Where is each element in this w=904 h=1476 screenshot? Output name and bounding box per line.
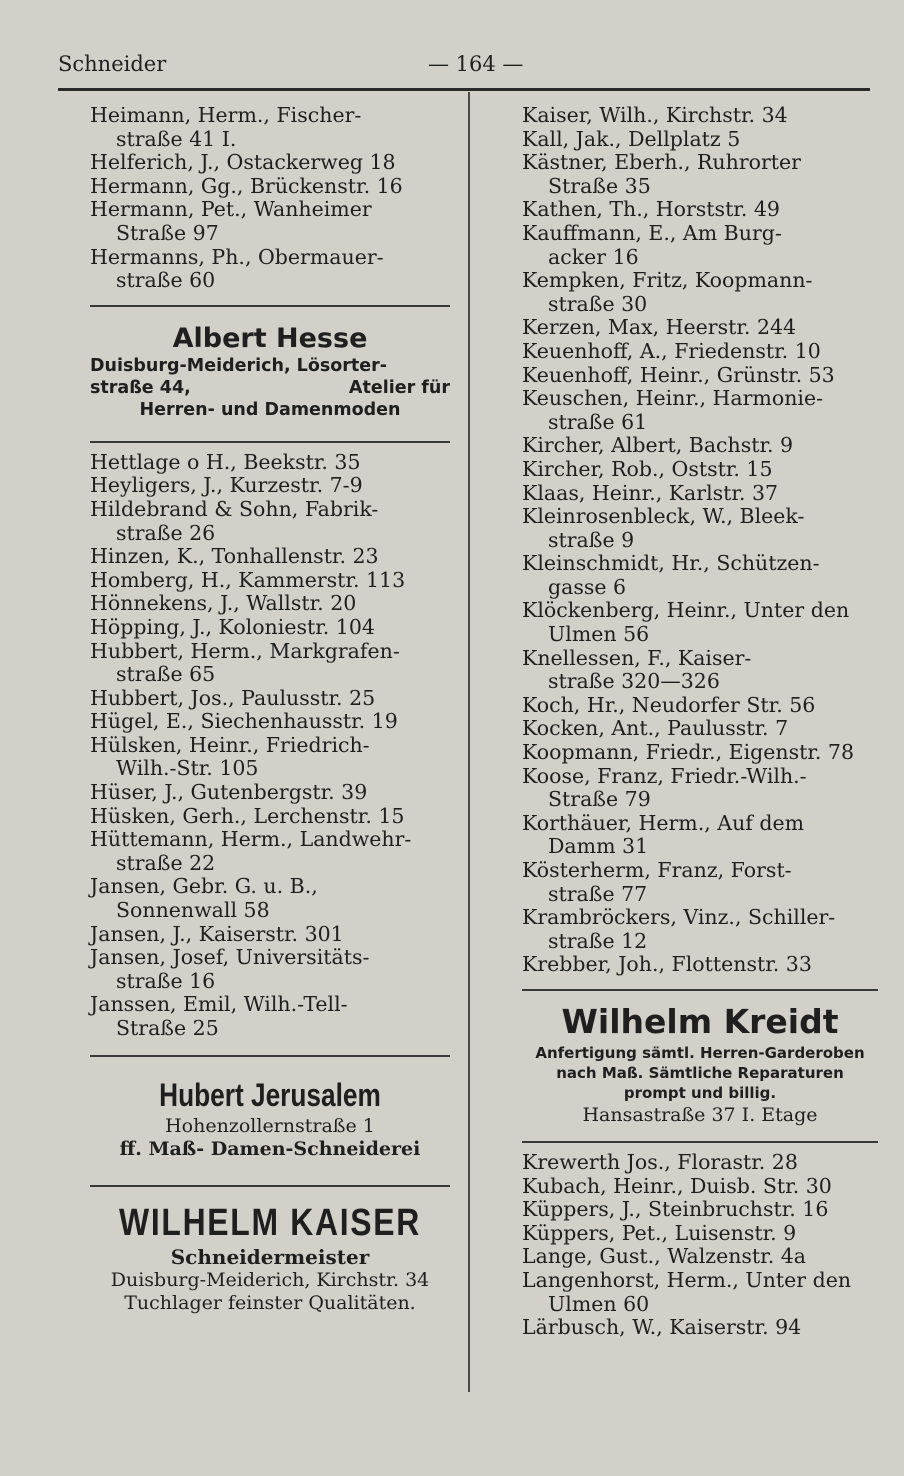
ad-kaiser-name: WILHELM KAISER bbox=[119, 1201, 421, 1244]
entry-line: Kleinschmidt, Hr., Schützen- bbox=[522, 551, 820, 576]
directory-entry bbox=[522, 552, 878, 599]
ad-hesse-line3: Herren- und Damenmoden bbox=[139, 399, 401, 420]
directory-entry bbox=[522, 364, 878, 388]
directory-entry bbox=[522, 387, 878, 434]
directory-entry bbox=[522, 222, 878, 269]
directory-entry bbox=[522, 269, 878, 316]
entry-list-right-b bbox=[522, 1151, 878, 1340]
entry-line: Keuenhoff, A., Friedenstr. 10 bbox=[522, 338, 821, 363]
entry-continuation: straße 12 bbox=[548, 928, 648, 953]
entry-line: Kauffmann, E., Am Burg- bbox=[522, 220, 782, 245]
entry-line: Lange, Gust., Walzenstr. 4a bbox=[522, 1244, 807, 1269]
entry-line: Kleinrosenbleck, W., Bleek- bbox=[522, 504, 805, 529]
directory-entry bbox=[522, 812, 878, 859]
entry-line: Küppers, J., Steinbruchstr. 16 bbox=[522, 1197, 829, 1222]
entry-continuation: Straße 25 bbox=[116, 1016, 219, 1040]
entry-line: Koch, Hr., Neudorfer Str. 56 bbox=[522, 692, 816, 717]
directory-entry bbox=[522, 859, 878, 906]
entry-line: Hildebrand & Sohn, Fabrik- bbox=[90, 496, 379, 521]
entry-continuation: straße 61 bbox=[548, 409, 648, 434]
column-divider bbox=[468, 92, 470, 1392]
entry-list-left-b bbox=[90, 451, 450, 1041]
ad-hesse-name: Albert Hesse bbox=[172, 322, 368, 354]
ad-hubert-jerusalem bbox=[90, 1057, 450, 1179]
entry-list-left-a bbox=[90, 104, 450, 293]
directory-entry bbox=[90, 734, 450, 781]
directory-entry bbox=[522, 599, 878, 646]
entry-continuation: acker 16 bbox=[548, 244, 639, 269]
entry-line: Kerzen, Max, Heerstr. 244 bbox=[522, 315, 797, 340]
ad-kreidt-name: Wilhelm Kreidt bbox=[561, 1001, 839, 1041]
directory-entry bbox=[90, 875, 450, 922]
ad-kaiser-line3: Tuchlager feinster Qualitäten. bbox=[124, 1291, 416, 1314]
entry-line: Kempken, Fritz, Koopmann- bbox=[522, 268, 813, 293]
directory-entry bbox=[90, 474, 450, 498]
entry-continuation: Straße 79 bbox=[548, 787, 651, 812]
entry-line: Homberg, H., Kammerstr. 113 bbox=[90, 567, 406, 592]
directory-entry bbox=[90, 104, 450, 151]
entry-line: Kubach, Heinr., Duisb. Str. 30 bbox=[522, 1173, 832, 1198]
entry-continuation: gasse 6 bbox=[548, 574, 627, 599]
directory-entry bbox=[522, 1151, 878, 1175]
entry-line: Kocken, Ant., Paulusstr. 7 bbox=[522, 716, 789, 741]
directory-entry bbox=[522, 765, 878, 812]
directory-entry bbox=[522, 316, 878, 340]
directory-entry bbox=[522, 1175, 878, 1199]
entry-list-right-a bbox=[522, 104, 878, 977]
entry-line: Kircher, Rob., Oststr. 15 bbox=[522, 456, 773, 481]
ad-kreidt-line2: nach Maß. Sämtliche Reparaturen bbox=[556, 1063, 844, 1082]
entry-continuation: straße 26 bbox=[116, 520, 216, 545]
directory-entry bbox=[522, 340, 878, 364]
entry-continuation: straße 16 bbox=[116, 968, 216, 993]
entry-continuation: straße 30 bbox=[548, 291, 648, 316]
entry-line: Kösterherm, Franz, Forst- bbox=[522, 858, 792, 882]
entry-line: Hubbert, Herm., Markgrafen- bbox=[90, 638, 400, 663]
entry-continuation: straße 77 bbox=[548, 881, 648, 906]
directory-entry bbox=[522, 953, 878, 977]
directory-entry bbox=[522, 1222, 878, 1246]
directory-entry bbox=[522, 434, 878, 458]
entry-line: Korthäuer, Herm., Auf dem bbox=[522, 810, 805, 835]
entry-line: Hermann, Gg., Brückenstr. 16 bbox=[90, 173, 403, 198]
entry-line: Hülsken, Heinr., Friedrich- bbox=[90, 732, 370, 757]
ad-kreidt-line4: Hansastraße 37 I. Etage bbox=[582, 1103, 818, 1126]
directory-entry bbox=[522, 458, 878, 482]
entry-continuation: straße 22 bbox=[116, 850, 216, 875]
entry-line: Krebber, Joh., Flottenstr. 33 bbox=[522, 952, 812, 977]
directory-entry bbox=[90, 993, 450, 1040]
ad-jerusalem-name: Hubert Jerusalem bbox=[159, 1076, 381, 1113]
page-number: — 164 — bbox=[428, 52, 524, 76]
entry-line: Heimann, Herm., Fischer- bbox=[90, 103, 362, 127]
directory-entry bbox=[522, 694, 878, 718]
directory-entry bbox=[90, 616, 450, 640]
directory-entry bbox=[90, 498, 450, 545]
ad-albert-hesse bbox=[90, 307, 450, 441]
entry-line: Kircher, Albert, Bachstr. 9 bbox=[522, 433, 794, 458]
ad-jerusalem-line1: Hohenzollernstraße 1 bbox=[165, 1114, 375, 1137]
directory-entry bbox=[90, 828, 450, 875]
directory-entry bbox=[90, 175, 450, 199]
directory-entry bbox=[90, 545, 450, 569]
entry-continuation: Damm 31 bbox=[548, 834, 649, 859]
entry-line: Kaiser, Wilh., Kirchstr. 34 bbox=[522, 103, 788, 127]
directory-entry bbox=[522, 906, 878, 953]
ad-kreidt-line1: Anfertigung sämtl. Herren-Garderoben bbox=[535, 1043, 865, 1062]
directory-entry bbox=[90, 710, 450, 734]
entry-line: Hügel, E., Siechenhausstr. 19 bbox=[90, 709, 398, 734]
entry-line: Langenhorst, Herm., Unter den bbox=[522, 1267, 852, 1292]
entry-continuation: Ulmen 60 bbox=[548, 1291, 650, 1316]
directory-entry bbox=[90, 592, 450, 616]
directory-entry bbox=[522, 1245, 878, 1269]
ad-wilhelm-kreidt bbox=[522, 991, 878, 1141]
entry-continuation: straße 60 bbox=[116, 268, 216, 293]
directory-entry bbox=[522, 505, 878, 552]
entry-line: Hönnekens, J., Wallstr. 20 bbox=[90, 591, 357, 616]
directory-entry bbox=[90, 151, 450, 175]
directory-entry bbox=[522, 717, 878, 741]
left-column bbox=[90, 104, 450, 1315]
entry-line: Hettlage o H., Beekstr. 35 bbox=[90, 449, 361, 474]
entry-line: Krambröckers, Vinz., Schiller- bbox=[522, 905, 836, 930]
divider-rule bbox=[522, 1141, 878, 1143]
ad-hesse-line2 bbox=[90, 377, 450, 399]
entry-line: Knellessen, F., Kaiser- bbox=[522, 645, 752, 670]
directory-entry bbox=[90, 246, 450, 293]
header-name: Schneider bbox=[58, 52, 167, 76]
entry-continuation: straße 65 bbox=[116, 662, 216, 687]
entry-line: Janssen, Emil, Wilh.-Tell- bbox=[90, 992, 348, 1017]
directory-entry bbox=[90, 569, 450, 593]
entry-line: Küppers, Pet., Luisenstr. 9 bbox=[522, 1220, 797, 1245]
directory-entry bbox=[522, 151, 878, 198]
directory-entry bbox=[522, 1198, 878, 1222]
entry-continuation: straße 320—326 bbox=[548, 669, 720, 694]
directory-entry bbox=[90, 451, 450, 475]
directory-entry bbox=[522, 741, 878, 765]
ad-kaiser-line2: Duisburg-Meiderich, Kirchstr. 34 bbox=[110, 1268, 430, 1291]
ad-wilhelm-kaiser bbox=[90, 1187, 450, 1315]
entry-line: Kästner, Eberh., Ruhrorter bbox=[522, 150, 801, 175]
directory-entry bbox=[90, 687, 450, 711]
directory-entry bbox=[522, 647, 878, 694]
entry-line: Höpping, J., Koloniestr. 104 bbox=[90, 614, 375, 639]
entry-continuation: Straße 35 bbox=[548, 173, 651, 198]
entry-line: Klaas, Heinr., Karlstr. 37 bbox=[522, 480, 779, 505]
entry-continuation: Ulmen 56 bbox=[548, 622, 650, 647]
entry-line: Heyligers, J., Kurzestr. 7-9 bbox=[90, 473, 363, 498]
entry-line: Jansen, Gebr. G. u. B., bbox=[90, 874, 318, 899]
entry-line: Hinzen, K., Tonhallenstr. 23 bbox=[90, 544, 379, 569]
directory-entry bbox=[90, 198, 450, 245]
entry-line: Koopmann, Friedr., Eigenstr. 78 bbox=[522, 740, 855, 765]
entry-line: Klöckenberg, Heinr., Unter den bbox=[522, 598, 850, 623]
directory-entry bbox=[90, 946, 450, 993]
directory-entry bbox=[90, 805, 450, 829]
right-column bbox=[522, 104, 878, 1340]
directory-entry bbox=[522, 128, 878, 152]
entry-line: Kathen, Th., Horststr. 49 bbox=[522, 197, 780, 222]
directory-entry bbox=[90, 781, 450, 805]
directory-entry bbox=[522, 104, 878, 128]
entry-line: Hüsken, Gerh., Lerchenstr. 15 bbox=[90, 803, 405, 828]
ad-hesse-line1: Duisburg-Meiderich, Lösorter- bbox=[90, 355, 388, 376]
entry-line: Hubbert, Jos., Paulusstr. 25 bbox=[90, 685, 376, 710]
entry-line: Hermanns, Ph., Obermauer- bbox=[90, 244, 384, 269]
page-header bbox=[58, 50, 868, 84]
directory-entry bbox=[522, 1316, 878, 1340]
directory-entry bbox=[90, 640, 450, 687]
entry-line: Jansen, J., Kaiserstr. 301 bbox=[90, 921, 344, 946]
ad-hesse-line2a: straße 44, bbox=[90, 377, 191, 398]
entry-line: Hüser, J., Gutenbergstr. 39 bbox=[90, 780, 368, 805]
ad-hesse-line2b: Atelier für bbox=[348, 377, 450, 398]
entry-continuation: Sonnenwall 58 bbox=[116, 898, 270, 923]
entry-line: Hüttemann, Herm., Landwehr- bbox=[90, 827, 412, 852]
entry-line: Helferich, J., Ostackerweg 18 bbox=[90, 150, 396, 175]
entry-line: Lärbusch, W., Kaiserstr. 94 bbox=[522, 1315, 802, 1340]
entry-line: Keuenhoff, Heinr., Grünstr. 53 bbox=[522, 362, 835, 387]
divider-rule bbox=[90, 441, 450, 443]
directory-entry bbox=[522, 198, 878, 222]
entry-line: Keuschen, Heinr., Harmonie- bbox=[522, 386, 824, 411]
entry-continuation: straße 9 bbox=[548, 527, 635, 552]
entry-line: Hermann, Pet., Wanheimer bbox=[90, 197, 372, 222]
header-rule bbox=[58, 88, 870, 91]
entry-continuation: Wilh.-Str. 105 bbox=[116, 756, 259, 781]
entry-line: Koose, Franz, Friedr.-Wilh.- bbox=[522, 763, 807, 788]
ad-jerusalem-line2: ff. Maß- Damen-Schneiderei bbox=[119, 1137, 421, 1160]
directory-entry bbox=[90, 923, 450, 947]
entry-line: Jansen, Josef, Universitäts- bbox=[90, 945, 370, 970]
ad-kaiser-line1: Schneidermeister bbox=[170, 1244, 370, 1269]
directory-entry bbox=[522, 482, 878, 506]
entry-continuation: Straße 97 bbox=[116, 220, 219, 245]
directory-entry bbox=[522, 1269, 878, 1316]
ad-kreidt-line3: prompt und billig. bbox=[623, 1083, 777, 1102]
entry-continuation: straße 41 I. bbox=[116, 126, 237, 151]
entry-line: Kall, Jak., Dellplatz 5 bbox=[522, 126, 741, 151]
entry-line: Krewerth Jos., Florastr. 28 bbox=[522, 1149, 798, 1174]
